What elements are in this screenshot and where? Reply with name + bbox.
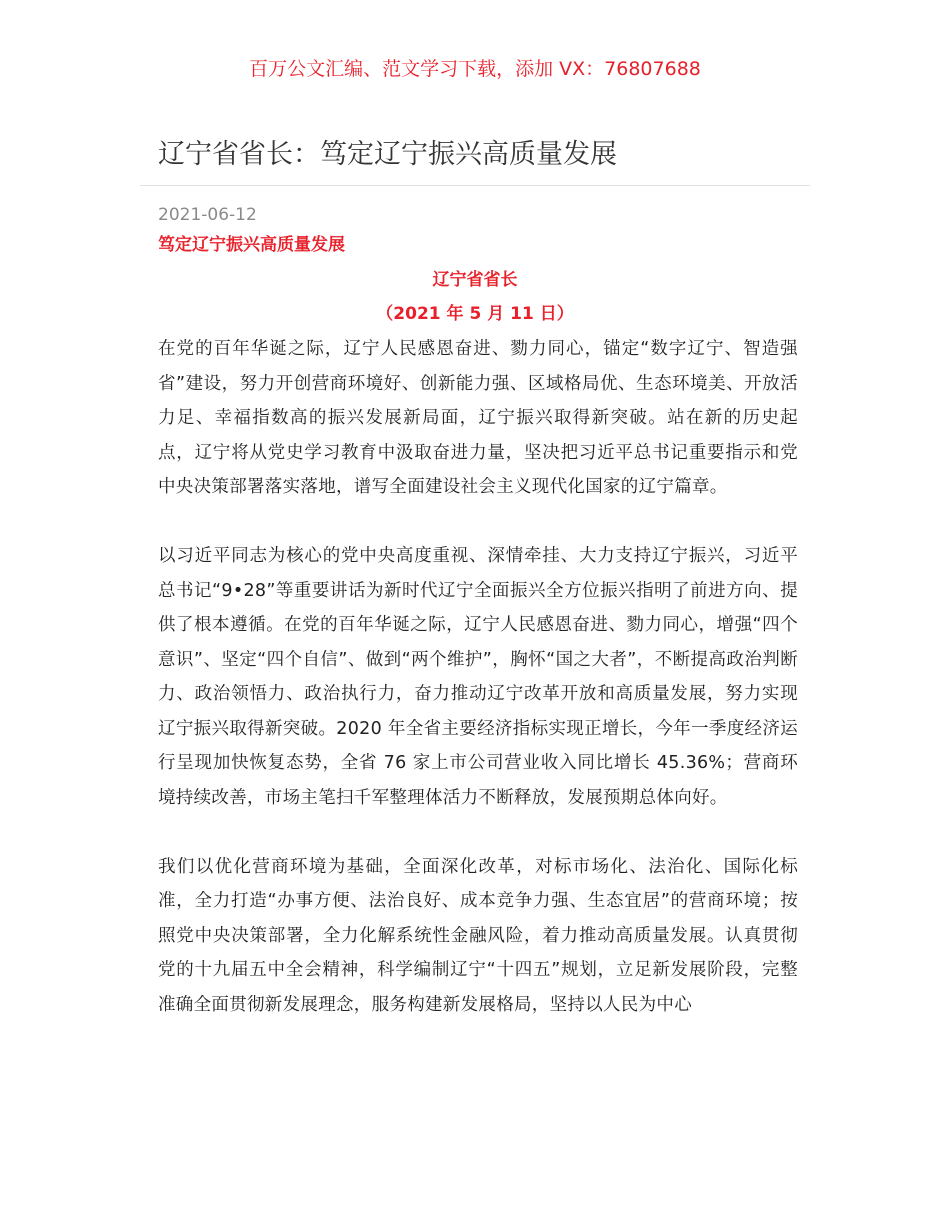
article-subheading: 笃定辽宁振兴高质量发展 [158, 235, 345, 255]
body-paragraph-2: 以习近平同志为核心的党中央高度重视、深情牵挂、大力支持辽宁振兴，习近平总书记“9•28”等重要讲话为新时代辽宁全面振兴全方位振兴指明了前进方向、提供了根本遵循。在党的百年华诞之际，辽宁人民感恩奋进、勠力同心，增强“四个意识”、坚定“四个自信”、做到“两个维护”，胸怀“国之大者”，不断提高政治判断力、政治领悟力、政治执行力，奋力推动辽宁改革开放和高质量发展，努力实现辽宁振兴取得新突破。2020 年全省主要经济指标实现正增长，今年一季度经济运行呈现加快恢复态势，全省 76 家上市公司营业收入同比增长 45.36%；营商环境持续改善，市场主笔扫千军整理体活力不断释放，发展预期总体向好。 [158, 546, 798, 808]
article-title: 辽宁省省长：笃定辽宁振兴高质量发展 [158, 139, 617, 170]
publish-date: 2021-06-12 [158, 205, 257, 225]
body-paragraph-1: 在党的百年华诞之际，辽宁人民感恩奋进、勠力同心，锚定“数字辽宁、智造强省”建设，努力开创营商环境好、创新能力强、区域格局优、生态环境美、开放活力足、幸福指数高的振兴发展新局面，辽宁振兴取得新突破。站在新的历史起点，辽宁将从党史学习教育中汲取奋进力量，坚决把习近平总书记重要指示和党中央决策部署落实落地，谱写全面建设社会主义现代化国家的辽宁篇章。 [158, 339, 798, 497]
speech-date: （2021 年 5 月 11 日） [376, 304, 574, 324]
author-line: 辽宁省省长 [432, 270, 518, 290]
title-divider [140, 185, 810, 186]
watermark-banner: 百万公文汇编、范文学习下载，添加 VX：76807688 [249, 58, 701, 80]
article-body [158, 332, 798, 1057]
body-paragraph-3: 我们以优化营商环境为基础，全面深化改革，对标市场化、法治化、国际化标准，全力打造“办事方便、法治良好、成本竞争力强、生态宜居”的营商环境；按照党中央决策部署，全力化解系统性金融风险，着力推动高质量发展。认真贯彻党的十九届五中全会精神，科学编制辽宁“十四五”规划，立足新发展阶段，完整准确全面贯彻新发展理念，服务构建新发展格局，坚持以人民为中心 [158, 856, 798, 1015]
